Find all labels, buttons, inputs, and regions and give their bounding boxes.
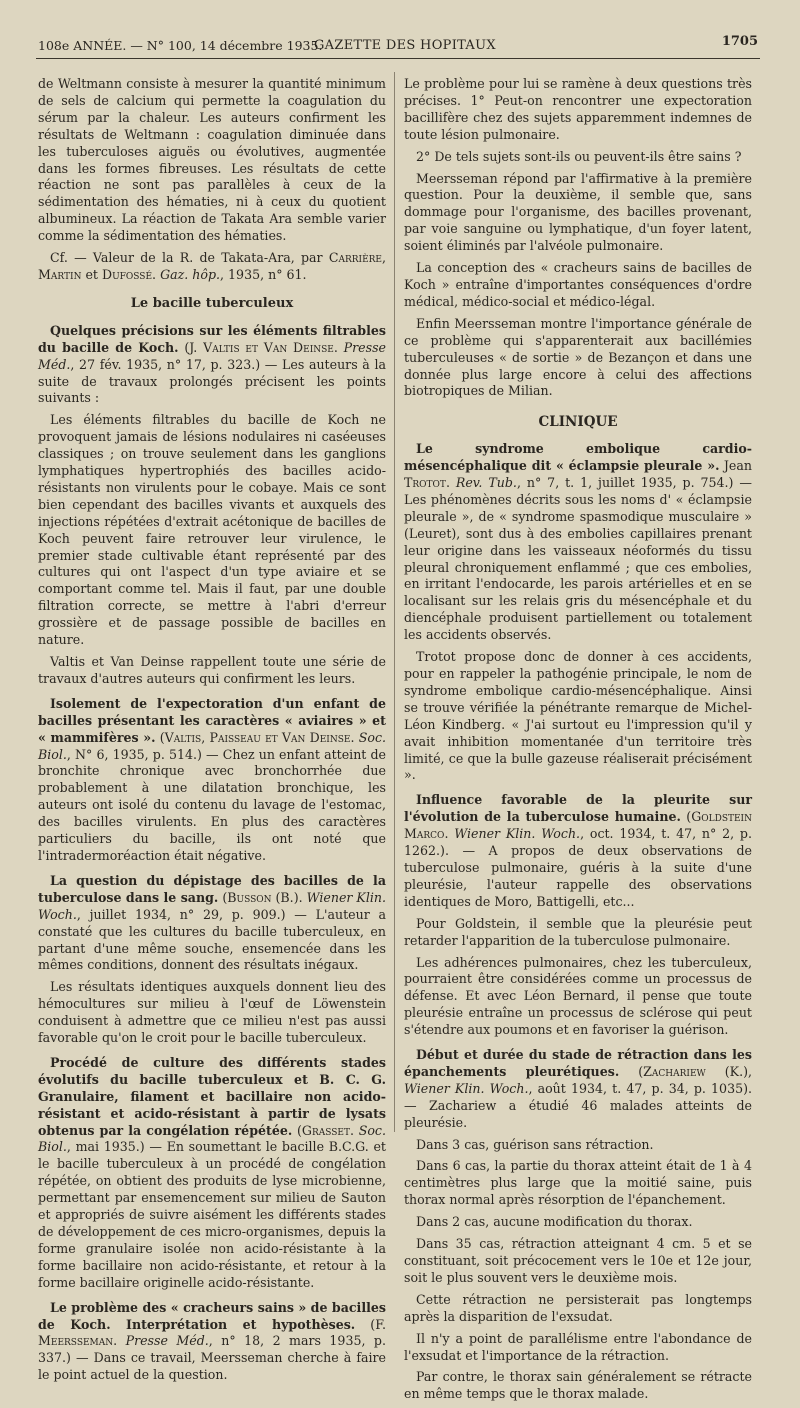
- paragraph: Il n'y a point de parallélisme entre l'abondance de l'exsudat et l'importance de la rétraction.: [404, 1330, 752, 1363]
- paragraph: Les résultats identiques auxquels donnent lieu des hémocultures sur milieu à l'œuf de Löwenstein conduisent à admettre que ce milieu n'est pas aussi favorable qu'on le croit pour le bacille tuberculeux.: [38, 979, 386, 1046]
- paragraph: Les adhérences pulmonaires, chez les tuberculeux, pourraient être considérées comme un processus de défense. Et avec Léon Bernard, il pense que toute pleurésie entraîne un processus de sclérose qui peut s'étendre aux poumons et en favoriser la guérison.: [404, 954, 752, 1038]
- right-column: [404, 76, 752, 1408]
- issue-info: 108e ANNÉE. — N° 100, 14 décembre 1935.: [38, 38, 323, 53]
- paragraph: Cette rétraction ne persisterait pas longtemps après la disparition de l'exsudat.: [404, 1291, 752, 1324]
- paragraph: Par contre, le thorax sain généralement se rétracte en même temps que le thorax malade.: [404, 1369, 752, 1402]
- section-heading: CLINIQUE: [538, 414, 618, 431]
- reference: Cf. — Valeur de la R. de Takata-Ara, par Carrière, Martin et Dufossé. Gaz. hôp., 1935, n° 61.: [38, 250, 386, 282]
- journal-title: GAZETTE DES HOPITAUX: [314, 38, 496, 53]
- article: Le syndrome embolique cardio-mésencéphalique dit « éclampsie pleurale ». Jean Trotot. Rev. Tub., n° 7, t. 1, juillet 1935, p. 754.) — Les phénomènes décrits sous les noms d' « éclampsie pleurale », de « syndrome spasmodique musculaire » (Leuret), sont dus à des embolies capillaires prenant leur origine dans les vaisseaux néoformés du tissu pleural chroniquement enflammé ; que ces embolies, en irritant l'endocarde, les parois artérielles et en se localisant sur les relais gris du mésencéphale et du diencéphale produisent partiellement ou totalement les accidents observés.: [404, 441, 752, 643]
- paragraph: Les éléments filtrables du bacille de Koch ne provoquent jamais de lésions nodulaires ni caséeuses classiques ; on trouve seulement dans les ganglions lymphatiques hypertrophiés des bacilles acido-résistants non virulents pour le cobaye. Mais ce sont bien cependant des bacilles vivants et auxquels des injections répétées d'extrait acétonique de bacilles de Koch peuvent faire retrouver leur virulence, le premier stade cultivable étant représenté par des cultures qui ont l'aspect d'un type aviaire et se comportant comme tel. Mais il faut, par une double filtration correcte, se mettre à l'abri d'erreur grossière et de passage possible de bacilles en nature.: [38, 412, 386, 648]
- paragraph: Dans 3 cas, guérison sans rétraction.: [416, 1136, 654, 1152]
- paragraph: Enfin Meersseman montre l'importance générale de ce problème qui s'apparenterait aux bacillémies tuberculeuses « de sortie » de Bezançon et dans une donnée plus large encore à celui des affections biotropiques de Milian.: [404, 315, 752, 399]
- paragraph: Meersseman répond par l'affirmative à la première question. Pour la deuxième, il semble que, sans dommage pour l'organisme, des bacilles provenant, par voie sanguine ou lymphatique, d'un foyer latent, soient éliminés par l'alvéole pulmonaire.: [404, 170, 752, 254]
- paragraph: Dans 35 cas, rétraction atteignant 4 cm. 5 et se constituant, soit précocement vers le 10e et 12e jour, soit le plus souvent vers le deuxième mois.: [404, 1236, 752, 1285]
- article: Quelques précisions sur les éléments filtrables du bacille de Koch. (J. Valtis et Van Deinse. Presse Méd., 27 fév. 1935, n° 17, p. 323.) — Les auteurs à la suite de travaux prolongés précisent les points suivants :: [38, 322, 386, 406]
- paragraph: La conception des « cracheurs sains de bacilles de Koch » entraîne d'importantes conséquences d'ordre médical, médico-social et médico-légal.: [404, 260, 752, 309]
- paragraph: Le problème pour lui se ramène à deux questions très précises. 1° Peut-on rencontrer une expectoration bacillifère chez des sujets apparemment indemnes de toute lésion pulmonaire.: [404, 76, 752, 142]
- paragraph: Pour Goldstein, il semble que la pleurésie peut retarder l'apparition de la tuberculose pulmonaire.: [404, 915, 752, 948]
- paragraph: de Weltmann consiste à mesurer la quantité minimum de sels de calcium qui permette la coagulation du sérum par la chaleur. Les auteurs confirment les résultats de Weltmann : coagulation diminuée dans les tuberculoses aiguës ou évolutives, augmentée dans les formes fibreuses. Les résultats de cette réaction ne sont pas parallèles à ceux de la sédimentation des hématies, ni à ceux du quotient albumineux. La réaction de Takata Ara semble varier comme la sédimentation des hématies.: [38, 76, 386, 244]
- paragraph: Dans 6 cas, la partie du thorax atteint était de 1 à 4 centimètres plus large que la moitié saine, puis thorax normal après résorption de l'épanchement.: [404, 1158, 752, 1208]
- column-divider: [394, 72, 395, 1132]
- paragraph: 2° De tels sujets sont-ils ou peuvent-ils être sains ?: [416, 148, 742, 164]
- paragraph: Valtis et Van Deinse rappellent toute une série de travaux d'autres auteurs qui confirment les leurs.: [38, 654, 386, 686]
- article: Début et durée du stade de rétraction dans les épanchements pleurétiques. (Zachariew (K.), Wiener Klin. Woch., août 1934, t. 47, p. 34, p. 1035). — Zachariew a étudié 46 malades atteints de pleurésie.: [404, 1047, 753, 1130]
- page-header: [36, 30, 760, 59]
- article: Influence favorable de la pleurite sur l'évolution de la tuberculose humaine. (Goldstein Marco. Wiener Klin. Woch., oct. 1934, t. 47, n° 2, p. 1262.). — A propos de deux observations de tuberculose pulmonaire, guéris à la suite d'une pleurésie, l'auteur rappelle des observations identiques de Moro, Battigelli, etc...: [404, 792, 752, 909]
- subsection-heading: Le bacille tuberculeux: [130, 295, 294, 311]
- article: Procédé de culture des différents stades évolutifs du bacille tuberculeux et B. C. G. Granulaire, filament et bacillaire non acido-résistant et acido-résistant à partir de lysats obtenus par la congélation répétée. (Grasset. Soc. Biol., mai 1935.) — En soumettant le bacille B.C.G. et le bacille tuberculeux à un procédé de congélation répétée, on obtient des produits de lyse microbienne, permettant par ensemencement sur milieu de Sauton et appropriés de suivre aisément les différents stades de développement de ces micro-organismes, depuis la forme granulaire isolée non acido-résistante à la forme bacillaire non acido-résistante, et retour à la forme bacillaire originelle acido-résistante.: [38, 1054, 386, 1290]
- paragraph: Trotot propose donc de donner à ces accidents, pour en rappeler la pathogénie principale, le nom de syndrome embolique cardio-mésencéphalique. Ainsi se trouve vérifiée la pénétrante remarque de Michel-Léon Kindberg. « J'ai surtout eu l'impression qu'il y avait inhibition momentanée d'un territoire très limité, ce que la bulle gazeuse réaliserait précisément ».: [404, 649, 752, 783]
- article: La question du dépistage des bacilles de la tuberculose dans le sang. (Busson (B.). Wiener Klin. Woch., juillet 1934, n° 29, p. 909.) — L'auteur a constaté que les cultures du bacille tuberculeux, en partant d'une même souche, ensemencée dans les mêmes conditions, donnent des résultats inégaux.: [38, 872, 386, 973]
- left-column: [38, 76, 386, 1389]
- paragraph: Dans 2 cas, aucune modification du thorax.: [416, 1214, 693, 1230]
- page-number: 1705: [721, 34, 758, 49]
- article: Le problème des « cracheurs sains » de bacilles de Koch. Interprétation et hypothèses. (F. Meersseman. Presse Méd., n° 18, 2 mars 1935, p. 337.) — Dans ce travail, Meersseman cherche à faire le point actuel de la question.: [38, 1299, 386, 1383]
- article: Isolement de l'expectoration d'un enfant de bacilles présentant les caractères « aviaires » et « mammifères ». (Valtis, Paisseau et Van Deinse. Soc. Biol., N° 6, 1935, p. 514.) — Chez un enfant atteint de bronchite chronique avec bronchorrhée due probablement à une dilatation bronchique, les auteurs ont isolé du contenu du lavage de l'estomac, des bacilles virulents. En plus des caractères particuliers du bacille, ils ont noté que l'intradermoréaction était négative.: [38, 695, 387, 863]
